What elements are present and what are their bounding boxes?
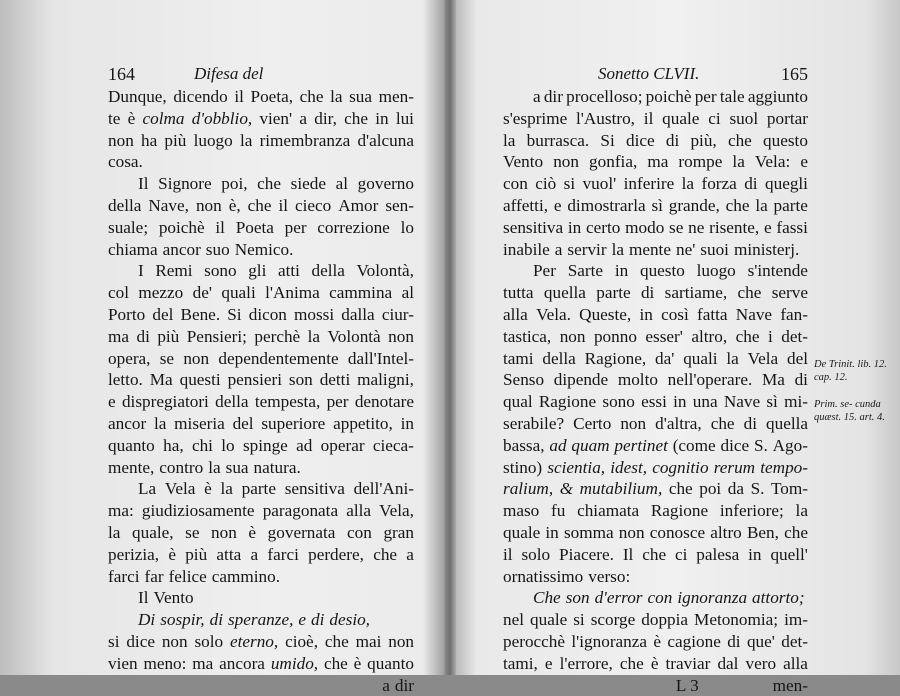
text-line: quanto ha, chi lo spinge ad operar cieca- (108, 435, 414, 455)
text-line: suale; poichè il Poeta per correzione lo (108, 217, 414, 237)
right-page-header (503, 60, 808, 86)
text-line: mente, contro la sua natura. (108, 457, 301, 477)
text-line: ma: giudiziosamente paragonata alla Vela, (108, 501, 414, 521)
text-line: ancor la miseria del superiore appetito, in (108, 413, 414, 433)
text-line: la burrasca. Si dice di più, che questo (503, 130, 808, 150)
text-line: serabile? Certo non d'altra, che di quella (503, 413, 808, 433)
left-page-header (108, 60, 414, 86)
text-line: letto. Ma questi pensieri son detti maligni, (108, 370, 414, 390)
right-page-body (503, 86, 808, 696)
text-line: stino) scientia, idest, cognitio rerum tempo- (503, 457, 808, 477)
book-gutter (444, 0, 456, 675)
right-page (503, 60, 808, 696)
left-page-body (108, 86, 414, 696)
margin-note: Prim. se- cunda quæst. 15. art. 4. (814, 399, 885, 423)
text-line: tastica, non ponno esser' altro, che i det- (503, 326, 808, 346)
text-line: maso fu chiamata Ragione inferiore; la (503, 501, 808, 521)
text-line: Il Vento (138, 588, 194, 608)
left-running-title: Difesa del (194, 64, 264, 83)
margin-notes (814, 358, 894, 438)
text-line: sensitiva in certo modo se ne risente, e fassi (503, 217, 808, 237)
text-line: Porto del Bene. Si dicon mossi dalla ciur- (108, 304, 414, 324)
text-line: tutta quella parte di sartiame, che serve (503, 283, 808, 303)
text-line: inabile a servir la mente ne' suoi ministerj. (503, 239, 800, 259)
text-line: perizia, è più atta a farci perdere, che a (108, 544, 414, 564)
margin-note: De Trinit. lib. 12. cap. 12. (814, 359, 887, 383)
text-line: il solo Piacere. Il che ci palesa in quell' (503, 544, 808, 564)
text-line: nel quale si scorge doppia Metonomia; im- (503, 610, 808, 630)
right-running-title: Sonetto CLVII. (598, 64, 700, 83)
text-line: vien meno: ma ancora umido, che è quanto (108, 653, 414, 673)
text-line: qual Ragione sono essi in una Nave sì mi- (503, 392, 808, 412)
text-line: ralium, & mutabilium, che poi da S. Tom- (503, 479, 808, 499)
text-line: ornatissimo verso: (503, 566, 631, 586)
catchword: men- (772, 675, 808, 695)
text-line: I Remi sono gli atti della Volontà, (138, 261, 414, 281)
text-line: chiama ancor suo Nemico. (108, 239, 294, 259)
text-line: a dir procelloso; poichè per tale aggiunto (533, 87, 808, 106)
text-line: Che son d'error con ignoranza attorto; (533, 588, 805, 608)
signature-mark: L 3 (675, 675, 699, 695)
text-line: Di sospir, di speranze, e di desio, (138, 610, 370, 630)
text-line: opera, se non dependentemente dall'Intel- (108, 348, 414, 368)
left-page (108, 60, 414, 696)
text-line: a dir (382, 675, 414, 695)
text-line: Il Signore poi, che siede al governo (138, 174, 414, 194)
left-page-number: 164 (108, 64, 135, 84)
text-line: tami, e l'errore, che è traviar dal vero alla (503, 653, 808, 673)
text-line: quale in somma non conosce altro Ben, che (503, 522, 808, 542)
right-page-number: 165 (781, 64, 808, 84)
text-line: non ha più luogo la rimembranza d'alcuna (108, 130, 414, 150)
text-line: alla Vela. Queste, in così fatta Nave fan- (503, 304, 808, 324)
text-line: cosa. (108, 152, 143, 172)
text-line (503, 675, 808, 696)
text-line: Dunque, dicendo il Poeta, che la sua men- (108, 87, 414, 106)
text-line: affetti, e dimostrarla sì grande, che la parte (503, 195, 808, 215)
text-line: Vento non gonfia, ma rompe la Vela: e (503, 152, 808, 172)
text-line: La Vela è la parte sensitiva dell'Ani- (138, 479, 414, 499)
text-line: farci far felice cammino. (108, 566, 280, 586)
text-line: perocchè l'ignoranza è cagione di que' det- (503, 631, 808, 651)
text-line: la quale, se non è governata con gran (108, 522, 414, 542)
text-line: tami della Ragione, da' quali la Vela del (503, 348, 808, 368)
text-line: si dice non solo eterno, cioè, che mai non (108, 631, 414, 651)
text-line: e dispregiatori della tempesta, per denotare (108, 392, 414, 412)
text-line: con ciò si vuol' inferire la forza di quegli (503, 174, 808, 194)
text-line: col mezzo de' quali l'Anima cammina al (108, 283, 414, 303)
text-line: s'esprime l'Austro, il quale ci suol portar (503, 108, 808, 128)
text-line: della Nave, non è, che il cieco Amor sen- (108, 195, 414, 215)
text-line: te è colma d'obblio, vien' a dir, che in lui (108, 108, 414, 128)
text-line: Senso dipende molto nell'operare. Ma di (503, 370, 808, 390)
text-line: ma di più Pensieri; perchè la Volontà non (108, 326, 414, 346)
text-line: Per Sarte in questo luogo s'intende (533, 261, 808, 281)
text-line: bassa, ad quam pertinet (come dice S. Ago- (503, 435, 808, 455)
